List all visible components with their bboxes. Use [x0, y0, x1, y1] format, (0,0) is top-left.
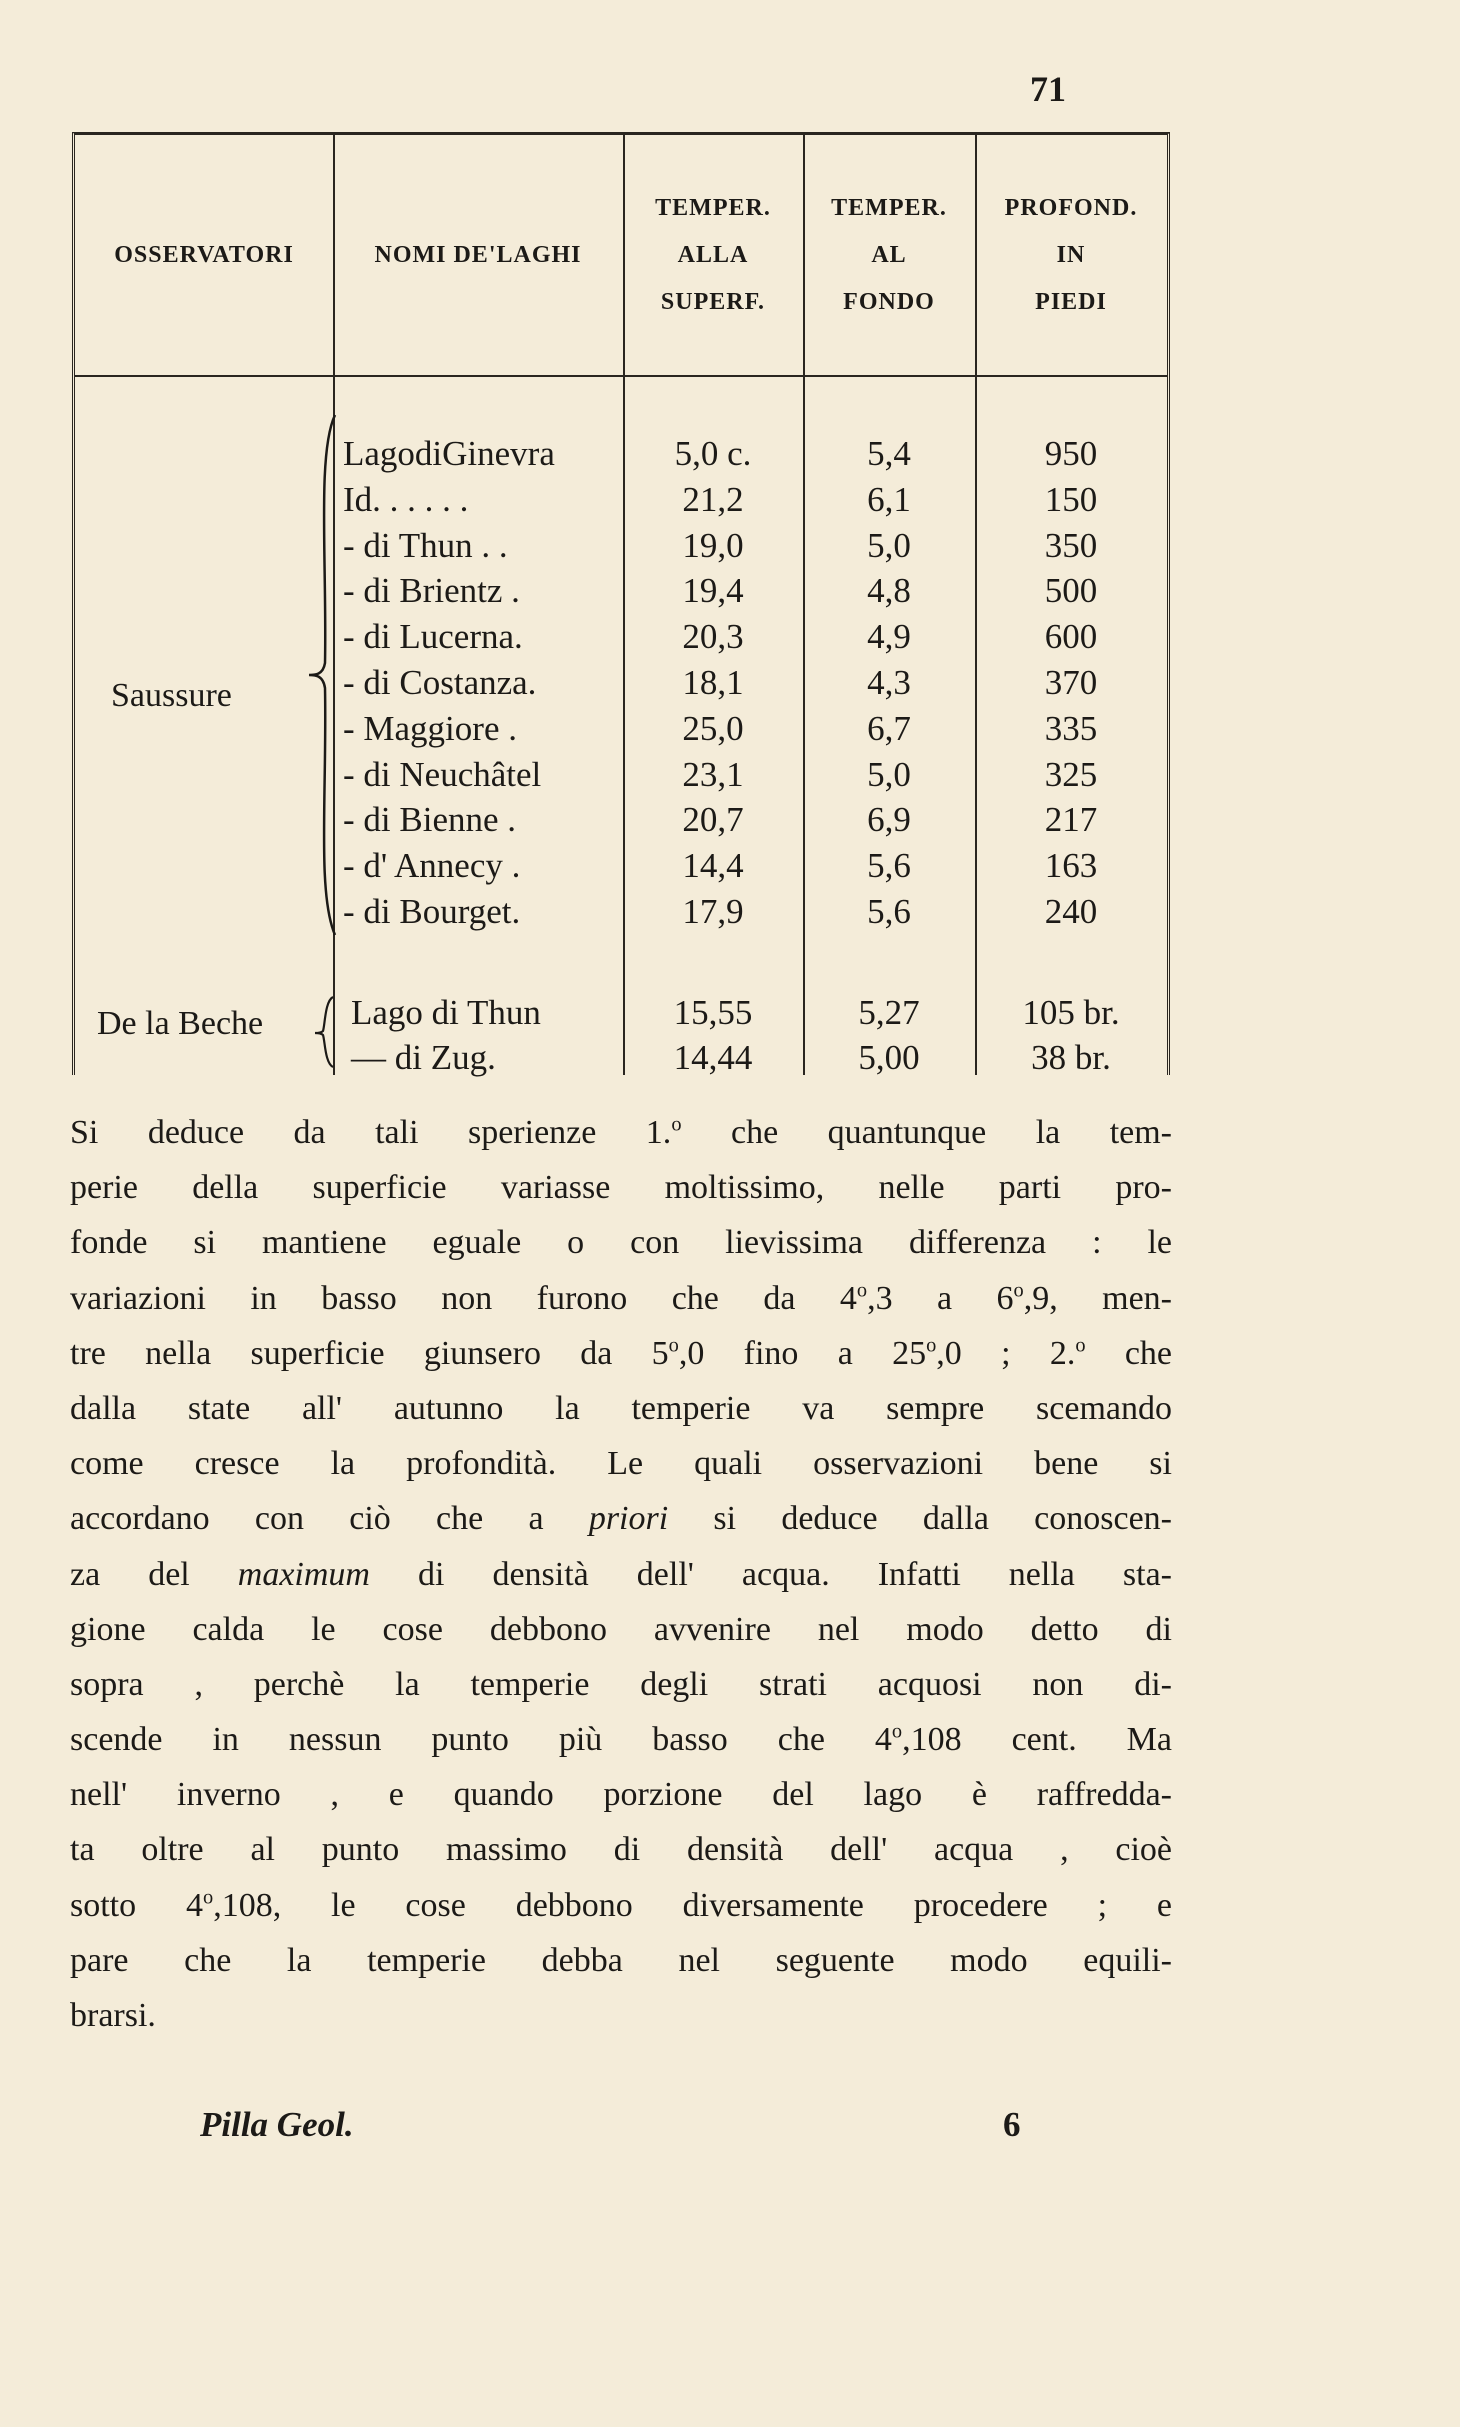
depth-value: 105 br.	[1022, 993, 1120, 1032]
lake-name: - di Neuchâtel	[343, 754, 542, 794]
lake-name: LagodiGinevra	[343, 434, 555, 473]
body-line: perie della superficie variasse moltissimo, nelle parti pro-	[70, 1169, 1172, 1207]
depth-value: 240	[1044, 892, 1098, 931]
lake-name: Lago di Thun	[351, 993, 541, 1032]
header-temp-bottom: TEMPER. AL FONDO	[831, 195, 947, 315]
temp-surface-value: 20,7	[682, 800, 744, 840]
temp-surface-value: 14,4	[682, 846, 744, 886]
footer-signature: Pilla Geol.	[200, 2105, 354, 2144]
depth-value: 950	[1044, 434, 1098, 473]
body-line: sotto 4$^o$,108, le cose debbono diversamente procedere ; e	[70, 1886, 1173, 1924]
temp-surface-value: 21,2	[682, 479, 744, 519]
observer-saussure: Saussure	[111, 677, 232, 714]
depth-value: 370	[1044, 663, 1098, 702]
depth-value: 38 br.	[1031, 1038, 1111, 1077]
body-line: gione calda le cose debbono avvenire nel modo detto di	[70, 1610, 1172, 1648]
body-line: dalla state all' autunno la temperie va sempre scemando	[70, 1389, 1172, 1427]
temp-bottom-value: 5,6	[867, 892, 911, 931]
body-line: accordano con ciò che a priori si deduce dalla conoscen-	[70, 1500, 1172, 1538]
temp-surface-value: 18,1	[682, 663, 744, 702]
temp-bottom-value: 5,4	[867, 434, 911, 473]
temp-bottom-value: 6,1	[867, 479, 911, 519]
temp-bottom-value: 4,9	[867, 617, 911, 657]
body-line: za del maximum di densità dell' acqua. Infatti nella sta-	[70, 1555, 1172, 1593]
depth-value: 325	[1044, 754, 1098, 794]
depth-value: 217	[1044, 800, 1098, 840]
lake-name: — di Zug.	[351, 1038, 496, 1077]
temp-surface-value: 15,55	[673, 993, 753, 1032]
temp-surface-value: 19,0	[682, 525, 744, 565]
temp-bottom-value: 5,0	[867, 754, 911, 794]
lake-name: - di Thun . .	[343, 525, 508, 565]
body-line: pare che la temperie debba nel seguente modo equili-	[70, 1941, 1172, 1979]
temp-surface-value: 20,3	[682, 617, 744, 657]
temp-surface-value: 5,0 c.	[674, 434, 752, 473]
lake-name: - Maggiore .	[343, 708, 517, 748]
body-line: ta oltre al punto massimo di densità dell' acqua , cioè	[70, 1831, 1172, 1869]
temp-bottom-value: 6,7	[867, 708, 911, 748]
temp-surface-value: 14,44	[673, 1038, 753, 1077]
depth-value: 600	[1044, 617, 1098, 657]
temp-bottom-value: 4,3	[867, 663, 911, 702]
body-line: nell' inverno , e quando porzione del lago è raffredda-	[70, 1776, 1172, 1814]
temp-bottom-value: 4,8	[867, 571, 911, 611]
body-line: brarsi.	[70, 1997, 156, 2034]
lake-name: - d' Annecy .	[343, 846, 521, 886]
temp-surface-value: 23,1	[682, 754, 744, 794]
page-number: 71	[1030, 69, 1066, 109]
temp-bottom-value: 5,6	[867, 846, 911, 886]
observer-de-la-beche: De la Beche	[97, 1005, 264, 1042]
body-line: tre nella superficie giunsero da 5$^o$,0 fino a 25$^o$,0 ; 2.$^o$ che	[70, 1334, 1173, 1372]
header-lakes: NOMI DE'LAGHI	[374, 242, 582, 268]
header-observers: OSSERVATORI	[114, 242, 294, 268]
lake-name: - di Bourget.	[343, 892, 521, 931]
footer-sheet-number: 6	[1003, 2105, 1021, 2144]
lake-name: Id. . . . . .	[343, 479, 469, 519]
lake-name: - di Costanza.	[343, 663, 537, 702]
header-temp-surface: TEMPER. ALLA SUPERF.	[655, 195, 771, 315]
depth-value: 150	[1044, 479, 1098, 519]
depth-value: 500	[1044, 571, 1098, 611]
lake-name: - di Lucerna.	[343, 617, 523, 657]
body-line: Si deduce da tali sperienze 1.$^o$ che quantunque la tem-	[70, 1113, 1173, 1151]
header-divider	[75, 375, 1167, 377]
depth-value: 335	[1044, 708, 1098, 748]
depth-value: 163	[1044, 846, 1098, 886]
temp-surface-value: 19,4	[682, 571, 744, 611]
brace-de-la-beche	[313, 995, 335, 1069]
lake-name: - di Brientz .	[343, 571, 520, 611]
body-line: fonde si mantiene eguale o con lievissima differenza : le	[70, 1224, 1172, 1262]
body-line: sopra , perchè la temperie degli strati acquosi non di-	[70, 1665, 1172, 1703]
body-line: variazioni in basso non furono che da 4$^o$,3 a 6$^o$,9, men-	[70, 1279, 1173, 1317]
temp-bottom-value: 5,00	[858, 1038, 920, 1077]
temp-bottom-value: 6,9	[867, 800, 911, 840]
temp-surface-value: 25,0	[682, 708, 744, 748]
body-text	[70, 1105, 1172, 2043]
body-line: come cresce la profondità. Le quali osservazioni bene si	[70, 1445, 1172, 1483]
body-line: scende in nessun punto più basso che 4$^o$,108 cent. Ma	[70, 1720, 1172, 1759]
temp-bottom-value: 5,27	[858, 993, 920, 1032]
brace-saussure	[307, 413, 337, 937]
temp-surface-value: 17,9	[682, 892, 744, 931]
data-table	[72, 132, 1170, 1075]
temp-bottom-value: 5,0	[867, 525, 911, 565]
header-depth: PROFOND. IN PIEDI	[1004, 195, 1138, 315]
depth-value: 350	[1044, 525, 1098, 565]
lake-name: - di Bienne .	[343, 800, 517, 840]
